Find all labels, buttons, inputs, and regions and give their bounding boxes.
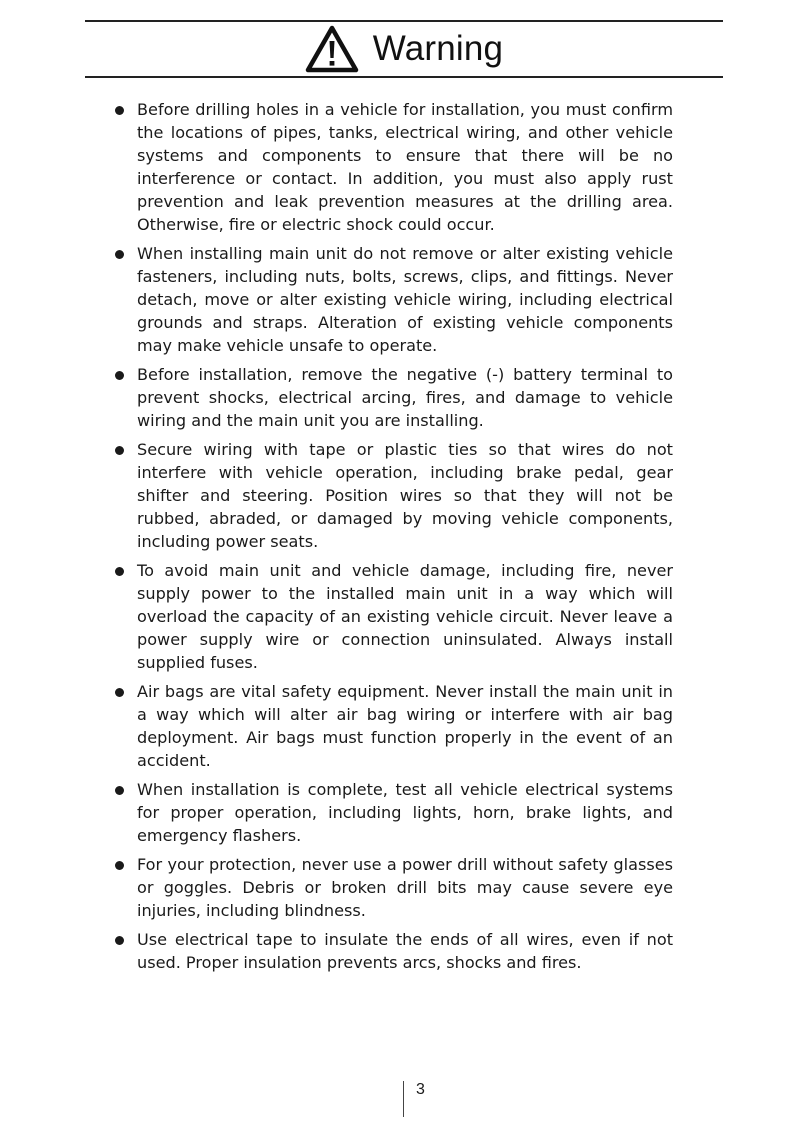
bullet-icon [115,446,124,455]
bullet-icon [115,688,124,697]
page-footer [403,1081,425,1117]
bullet-icon [115,567,124,576]
bullet-icon [115,936,124,945]
bullet-icon [115,371,124,380]
warning-header [85,20,723,78]
warning-item [113,778,673,847]
page-title: Warning [372,29,504,68]
warning-list [113,98,673,980]
warning-text: To avoid main unit and vehicle damage, including fire, never supply power to the installed main unit in a way which will overload the capacity of an existing vehicle circuit. Never leave a power supply wire or connection uninsulated. Always install supplied fuses. [137,561,673,672]
page-number: 3 [416,1081,425,1098]
warning-item [113,928,673,974]
bullet-icon [115,250,124,259]
warning-item [113,438,673,553]
warning-item [113,680,673,772]
warning-text: Before drilling holes in a vehicle for installation, you must confirm the locations of pipes, tanks, electrical wiring, and other vehicle systems and components to ensure that there will be no interference or contact. In addition, you must also apply rust prevention and leak prevention measures at the drilling area. Otherwise, fire or electric shock could occur. [137,100,673,234]
warning-text: Before installation, remove the negative (-) battery terminal to prevent shocks, electrical arcing, fires, and damage to vehicle wiring and the main unit you are installing. [137,365,673,430]
bullet-icon [115,786,124,795]
warning-item [113,98,673,236]
bullet-icon [115,106,124,115]
warning-item [113,853,673,922]
warning-text: Secure wiring with tape or plastic ties so that wires do not interfere with vehicle operation, including brake pedal, gear shifter and steering. Position wires so that they will not be rubbed, abraded, or damaged by moving vehicle components, including power seats. [137,440,673,551]
bullet-icon [115,861,124,870]
warning-text: Air bags are vital safety equipment. Never install the main unit in a way which will alter air bag wiring or interfere with air bag deployment. Air bags must function properly in the event of an accident. [137,682,673,770]
warning-text: When installing main unit do not remove or alter existing vehicle fasteners, including nuts, bolts, screws, clips, and fittings. Never detach, move or alter existing vehicle wiring, including electrical grounds and straps. Alteration of existing vehicle components may make vehicle unsafe to operate. [137,244,673,355]
warning-item [113,363,673,432]
warning-triangle-icon [305,25,359,73]
warning-text: For your protection, never use a power drill without safety glasses or goggles. Debris or broken drill bits may cause severe eye injuries, including blindness. [137,855,673,920]
warning-item [113,242,673,357]
warning-item [113,559,673,674]
warning-text: Use electrical tape to insulate the ends of all wires, even if not used. Proper insulation prevents arcs, shocks and fires. [137,930,673,972]
warning-text: When installation is complete, test all vehicle electrical systems for proper operation, including lights, horn, brake lights, and emergency flashers. [137,780,673,845]
